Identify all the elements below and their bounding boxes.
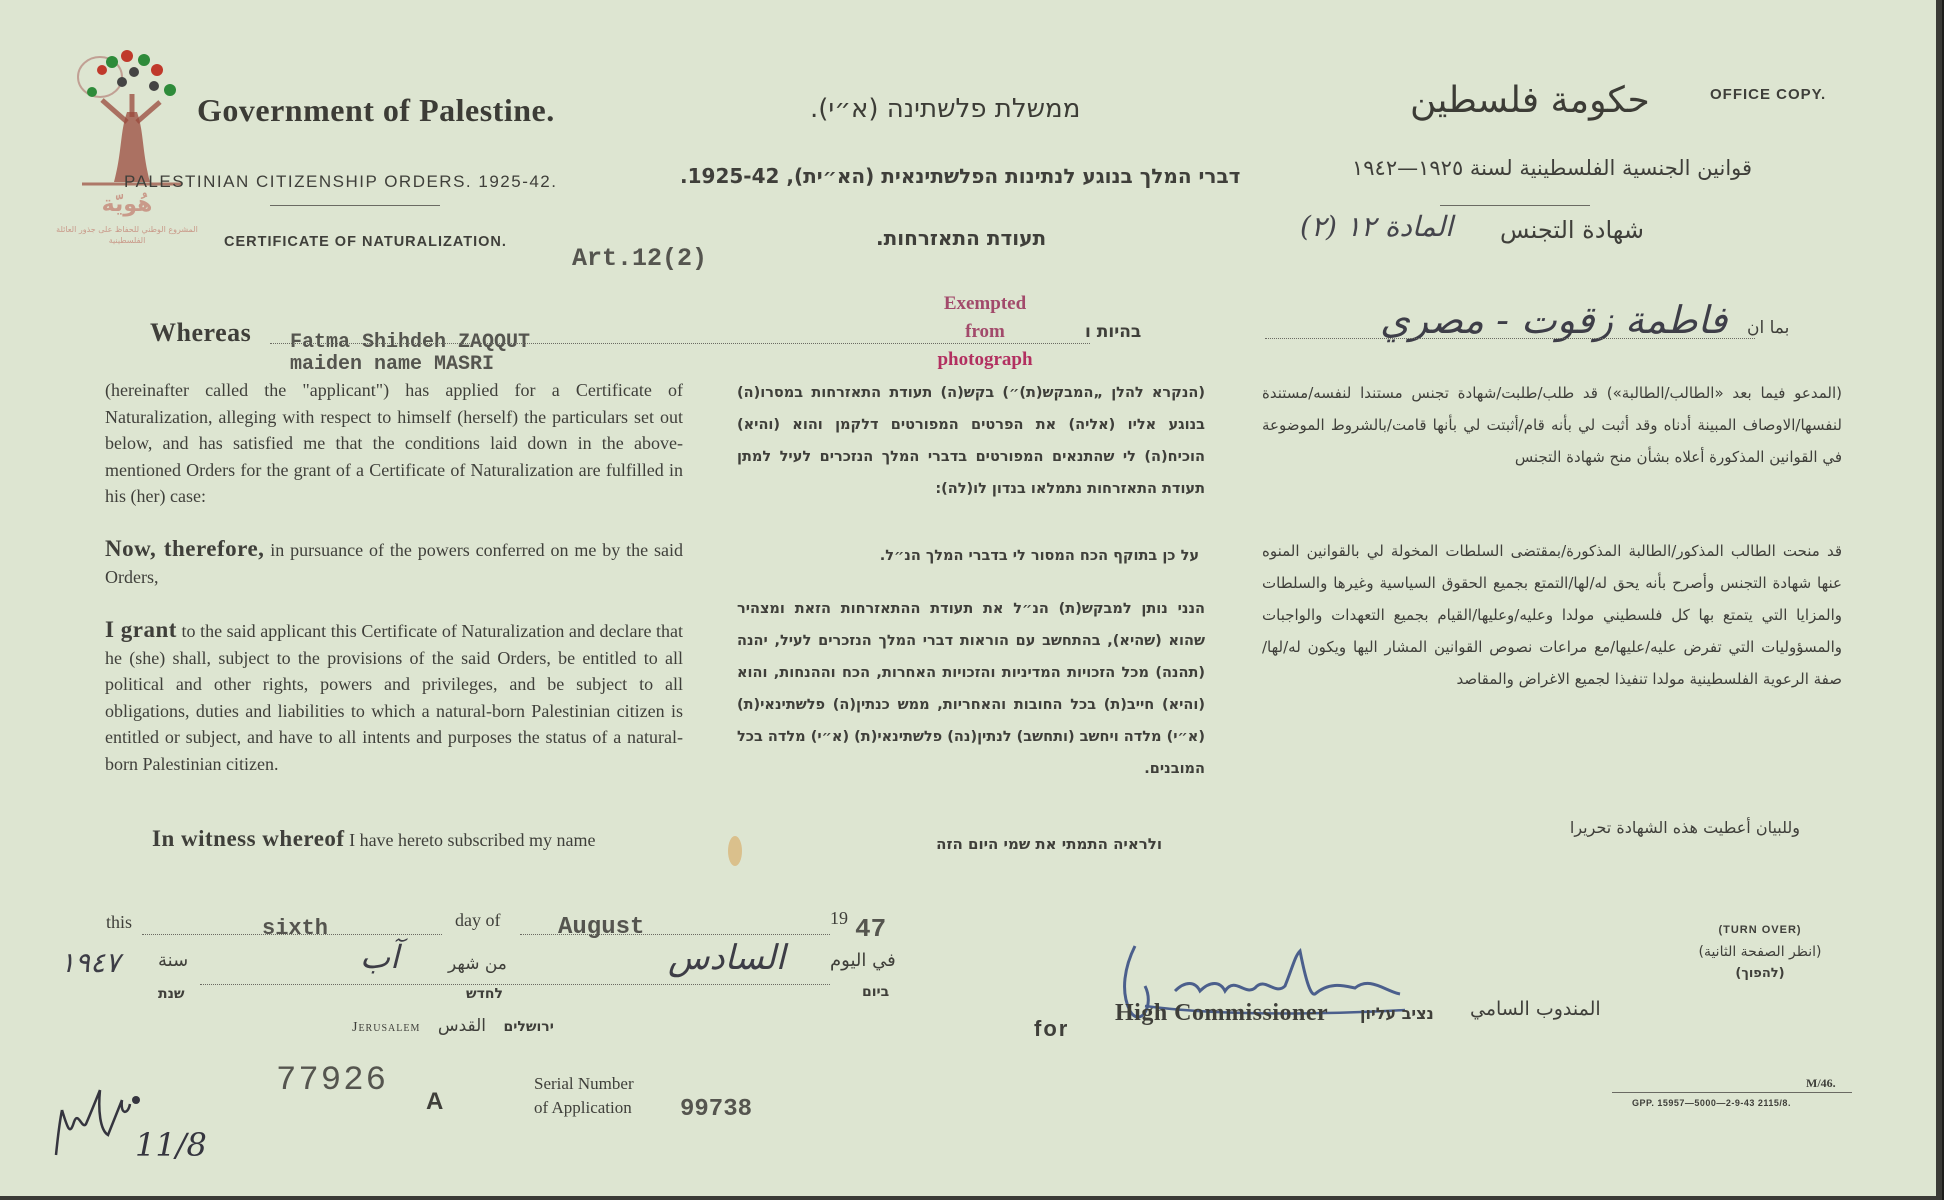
printer-code: GPP. 15957—5000—2-9-43 2115/8. <box>1632 1098 1791 1108</box>
para2-label: Now, therefore, <box>105 536 265 561</box>
tree-logo-icon <box>62 42 192 192</box>
header-rule-ar <box>1440 205 1590 206</box>
date-month-typed: August <box>558 914 645 941</box>
logo-subtitle: المشروع الوطني للحفاظ على جذور العائلة الفلسطينية <box>56 225 198 245</box>
article-typed: Art.12(2) <box>572 244 708 273</box>
witness-ar: وللبيان أعطيت هذه الشهادة تحريرا <box>1569 818 1800 837</box>
applicant-ar-handwritten: فاطمة زقوت - مصري <box>1380 298 1728 342</box>
article-ar-handwritten: المادة ١٢ (٢) <box>1300 210 1453 243</box>
date-day-ar-hand: السادس <box>668 938 786 978</box>
applicant-line1: Fatma Shihdeh ZAQQUT <box>290 331 531 354</box>
turn-over-en: (TURN OVER) <box>1718 924 1802 936</box>
header-rule <box>270 205 440 206</box>
serial-number: 77926 <box>276 1062 389 1100</box>
place-he: ירושלים <box>503 1019 554 1035</box>
high-commissioner-ar: المندوب السامي <box>1470 998 1601 1020</box>
ink-blot <box>728 836 742 866</box>
para3-label: I grant <box>105 617 177 642</box>
para3-text: to the said applicant this Certificate of Naturalization and declare that he (she) shall, subject to the provisions of the said Orders, be entitled to all political and other rights, powers and privileges, and be subject to all obligations, duties and liabilities to which a natural-born Palestinian citizen is entitled or subject, and have to all intents and purposes the status of a natural-born Palestinian citizen. <box>105 621 683 774</box>
title-ar: حكومة فلسطين <box>1410 80 1650 121</box>
witness-label: In witness whereof <box>152 826 345 851</box>
stamp-line2: from <box>965 321 1005 342</box>
serial-labels <box>534 1072 634 1120</box>
orders-he: דברי המלך בנוגע לנתינות הפלשתינאית (הא״ית), 1925-42. <box>680 164 1241 188</box>
date-this-label: this <box>106 912 133 932</box>
whereas-ar: بما ان <box>1747 318 1790 338</box>
high-commissioner-en: High Commissioner <box>1115 1000 1329 1026</box>
handwritten-note: 11/8 <box>135 1126 207 1164</box>
para1-ar: (المدعو فيما بعد «الطالب/الطالبة») قد طلب/طلبت/شهادة تجنس مستندا لنفسه/مستندة لنفسها/الاوصاف المبينة أدناه وقد أثبت لي بأنه قام/أثبتت لي بأنها قامت/بالشروط الموضوعة في القوانين المذكورة أعلاه بشأن منح شهادة التجنس <box>1262 384 1842 466</box>
date-day-typed: sixth <box>262 916 329 941</box>
whereas-dotted-line <box>270 343 1090 344</box>
certificate-he: תעודת התאזרחות. <box>876 226 1047 250</box>
date-day-label-he: ביום <box>862 984 890 1000</box>
date-century: 19 <box>830 908 848 928</box>
date-day-label-ar: في اليوم <box>830 950 896 971</box>
witness-text: I have hereto subscribed my name <box>349 830 596 850</box>
serial-letter: A <box>426 1088 445 1115</box>
para1-he: (הנקרא להלן „המבקש(ת)״) בקש(ה) תעודת התאזרחות במסרו(ה) בנוגע אליו (אליה) את הפרטים המפורטים דלקמן והוא (והיא) הוכיח(ה) לי שהתנאים המפורטים בדברי המלך הנזכרים לעיל למתן תעודת התאזרחות נתמלאו בנדון לו(לה): <box>737 385 1205 497</box>
form-code: M/46. <box>1806 1076 1836 1090</box>
date-year-typed: 47 <box>855 914 887 944</box>
para3-en <box>105 617 683 777</box>
para2-en <box>105 536 683 590</box>
date-month-label-he: לחדש <box>466 986 503 1002</box>
date-ar-line <box>200 984 830 985</box>
date-year-ar: ١٩٤٧ <box>60 946 121 979</box>
para2-ar: قد منحت الطالب المذكور/الطالبة المذكورة/بمقتضى السلطات المخولة لي بالقوانين المنوه عنها شهادة التجنس وأصرح بأنه يحق له/لها/التمتع بجميع الحقوق السياسية وغيرها والسلطات والمزايا التي يتمتع بها كل فلسطيني مولدا وعليه/وعليها/القيام بجميع التعهدات والواجبات والمسؤوليات التي تفرض عليه/عليها/مع مراعات نصوص القوانين المشار اليها ويكون له/لها/ صفة الرعوية الفلسطينية مولدا تنفيذا لجميع الاغراض والمقاصد <box>1262 542 1842 688</box>
date-dayof-label: day of <box>455 910 501 930</box>
turn-over-ar: (انظر الصفحة الثانية) <box>1698 944 1822 960</box>
whereas-ar-dotted-line <box>1265 338 1755 339</box>
place-row <box>352 1016 554 1036</box>
date-year-label-ar: سنة <box>158 950 189 971</box>
footer-rule <box>1612 1092 1852 1093</box>
date-year-label-he: שנת <box>158 986 185 1002</box>
para1-en: (hereinafter called the "applicant") has applied for a Certificate of Naturalization, alleging with respect to himself (herself) the particulars set out below, and has satisfied me that the conditions laid down in the above-mentioned Orders for the grant of a Certificate of Naturalization are fulfilled in his (her) case: <box>105 380 683 506</box>
exempted-stamp <box>920 290 1050 374</box>
witness-en <box>152 826 692 854</box>
serial-label2: of Application <box>534 1098 632 1117</box>
orders-en: PALESTINIAN CITIZENSHIP ORDERS. 1925-42. <box>124 172 558 191</box>
application-number: 99738 <box>680 1096 753 1123</box>
certificate-en: CERTIFICATE OF NATURALIZATION. <box>224 234 507 250</box>
serial-label1: Serial Number <box>534 1074 634 1093</box>
date-month-ar-hand: آب <box>360 938 400 976</box>
title-en: Government of Palestine. <box>197 92 555 128</box>
orders-ar: قوانين الجنسية الفلسطينية لسنة ١٩٢٥—١٩٤٢ <box>1352 156 1753 180</box>
para2-text: in pursuance of the powers conferred on me by the said Orders, <box>105 540 683 587</box>
stamp-line3: photograph <box>937 349 1033 370</box>
whereas-label: Whereas <box>150 318 252 347</box>
turn-over-he: (להפוך) <box>1735 966 1785 981</box>
date-month-label-ar: من شهر <box>448 954 507 974</box>
place-en: Jerusalem <box>352 1020 421 1035</box>
office-copy: OFFICE COPY. <box>1710 86 1827 103</box>
certificate-ar: شهادة التجنس <box>1500 216 1644 244</box>
witness-he: ולראיה התמתי את שמי היום הזה <box>936 835 1162 853</box>
turn-over-block <box>1690 924 1830 981</box>
title-he: ממשלת פלשתינה (א״י). <box>810 94 1081 124</box>
stamp-line1: Exempted <box>943 293 1027 314</box>
applicant-name <box>290 332 530 376</box>
whereas-he: בהיות ו <box>1085 322 1142 342</box>
high-commissioner-he: נציב עליון <box>1360 1004 1434 1023</box>
for-label: for <box>1034 1016 1070 1041</box>
heritage-logo <box>56 42 198 262</box>
para3-he: הנני נותן למבקש(ת) הנ״ל את תעודת ההתאזרחות הזאת ומצהיר שהוא (שהיא), בהתחשב עם הוראות דברי המלך הנזכרים לעיל, יהנה (תהנה) מכל הזכויות המדיניות והזכויות האחרות, הכח וההנחות, והוא (והיא) חייב(ת) בכל החובות והאחריות, ממש כנתין(ה) פלשתינאי(ת) (א״י) מלדה ויחשב (ותחשב) לנתין(נה) פלשתינאי(ת) (א״י) מלדה בכל המובנים. <box>737 601 1205 777</box>
logo-name: هُويّة <box>101 192 153 217</box>
applicant-line2: maiden name MASRI <box>290 353 495 376</box>
place-ar: القدس <box>437 1016 487 1036</box>
para2-he: על כן בתוקף הכח המסור לי בדברי המלך הנ״ל. <box>879 548 1199 564</box>
